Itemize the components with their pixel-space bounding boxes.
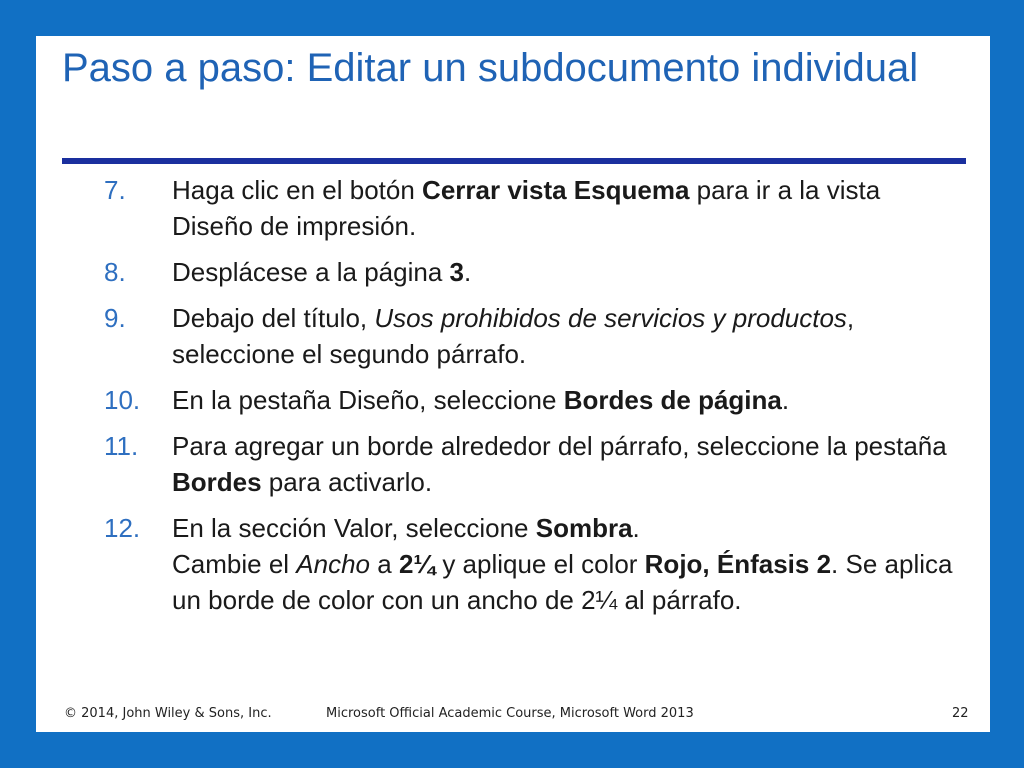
bold-term: 3 (449, 257, 464, 287)
text-run: Haga clic en el botón (172, 175, 423, 205)
text-run: para activarlo. (261, 467, 433, 497)
step-item (104, 254, 964, 290)
step-text (172, 428, 964, 500)
text-run: , seleccione el segundo párrafo. (172, 303, 855, 369)
text-run: En la pestaña Diseño, seleccione (172, 385, 564, 415)
step-text (172, 172, 964, 244)
text-run: Para agregar un borde alrededor del párrafo, seleccione la pestaña (172, 431, 947, 461)
text-run: a (370, 549, 399, 579)
step-item (104, 428, 964, 500)
bold-term: Bordes (172, 467, 262, 497)
step-text (172, 254, 964, 290)
bold-term: Bordes de página (563, 385, 782, 415)
step-item (104, 510, 964, 618)
footer-page-number: 22 (952, 706, 969, 721)
text-run: . (632, 513, 640, 543)
title-divider (62, 158, 966, 164)
step-item (104, 382, 964, 418)
text-run: Debajo del título, (172, 303, 375, 333)
step-number: 10. (104, 385, 141, 415)
steps-list (104, 172, 964, 628)
slide (36, 36, 990, 732)
step-item (104, 300, 964, 372)
bold-term: Cerrar vista Esquema (422, 175, 690, 205)
step-number: 7. (104, 175, 126, 205)
step-number: 11. (104, 431, 139, 461)
step-text (172, 300, 964, 372)
step-item (104, 172, 964, 244)
text-run: . Se aplica un borde de color con un ancho de 2¼ al párrafo. (172, 549, 953, 615)
bold-term: 2¼ (398, 549, 436, 579)
text-run: para ir a la vista Diseño de impresión. (172, 175, 881, 241)
text-run: . (781, 385, 790, 415)
step-text (172, 382, 964, 418)
text-run: En la sección Valor, seleccione (172, 513, 536, 543)
bold-term: Sombra (535, 513, 633, 543)
italic-term: Usos prohibidos de servicios y productos (374, 303, 847, 333)
text-run: Desplácese a la página (172, 257, 450, 287)
text-run: . (464, 257, 472, 287)
step-number: 8. (104, 257, 126, 287)
text-run: y aplique el color (435, 549, 645, 579)
step-text (172, 510, 964, 618)
step-number: 9. (104, 303, 126, 333)
slide-title: Paso a paso: Editar un subdocumento individual (62, 46, 919, 90)
bold-term: Rojo, Énfasis 2 (644, 549, 832, 579)
footer-copyright: © 2014, John Wiley & Sons, Inc. (64, 706, 272, 721)
text-run: Cambie el (172, 549, 297, 579)
step-number: 12. (104, 513, 141, 543)
footer-course-title: Microsoft Official Academic Course, Microsoft Word 2013 (326, 706, 694, 721)
italic-term: Ancho (296, 549, 371, 579)
